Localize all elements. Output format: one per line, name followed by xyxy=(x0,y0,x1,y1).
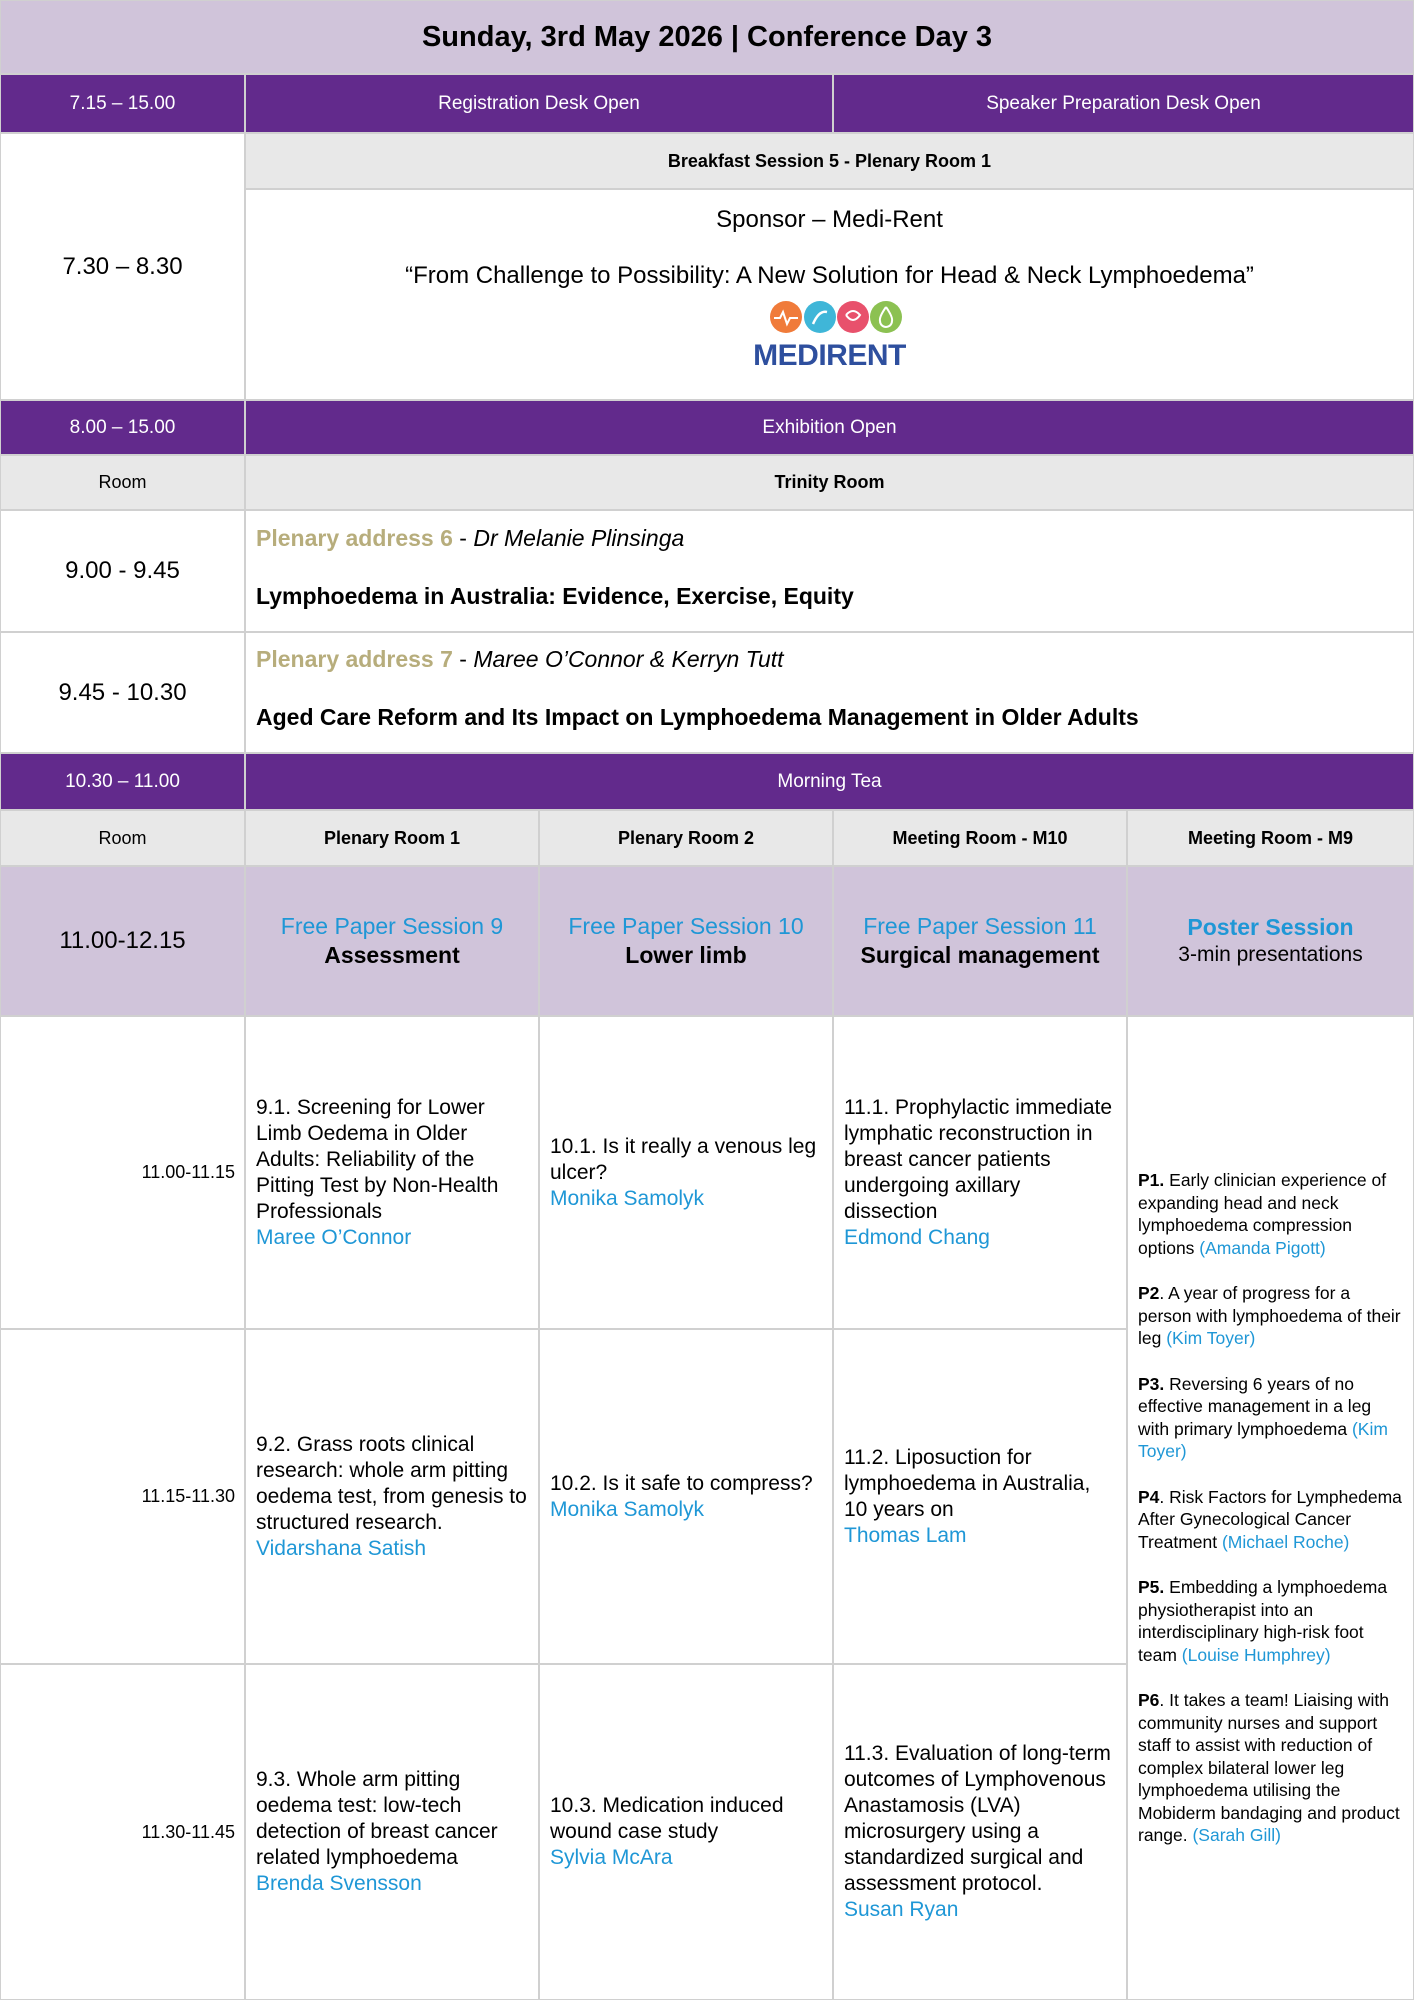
talk-speaker: Monika Samolyk xyxy=(550,1497,705,1521)
talk-9-2 xyxy=(245,1329,539,1664)
session-name: Poster Session xyxy=(1187,914,1354,940)
breakfast-session-body xyxy=(245,189,1414,400)
poster-title: Reversing 6 years of no effective management in a leg with primary lymphoedema xyxy=(1138,1373,1372,1439)
slot-time: 11.00-11.15 xyxy=(0,1016,245,1329)
time-cell: 7.15 – 15.00 xyxy=(0,74,245,133)
free-paper-session-10 xyxy=(539,866,833,1016)
medi-rent-logo xyxy=(745,300,915,371)
talk-speaker: Monika Samolyk xyxy=(550,1186,705,1210)
talk-title: 9.2. Grass roots clinical research: whole arm pitting oedema test, from genesis to structured research. xyxy=(256,1432,527,1534)
talk-9-3 xyxy=(245,1664,539,2000)
logo-circles-icon xyxy=(745,300,915,334)
poster-title: . Risk Factors for Lymphedema After Gynecological Cancer Treatment xyxy=(1138,1486,1402,1552)
morning-tea-cell: Morning Tea xyxy=(245,753,1414,810)
talk-title: 10.2. Is it safe to compress? xyxy=(550,1471,813,1495)
poster-author: (Michael Roche) xyxy=(1221,1531,1350,1552)
separator: - xyxy=(452,646,474,672)
talk-speaker: Edmond Chang xyxy=(844,1225,990,1249)
talk-9-1 xyxy=(245,1016,539,1329)
talk-speaker: Maree O’Connor xyxy=(256,1225,412,1249)
talk-speaker: Thomas Lam xyxy=(844,1523,967,1547)
poster-code: P6 xyxy=(1138,1690,1160,1711)
plenary-label: Plenary address 7 xyxy=(256,646,453,672)
page-title: Sunday, 3rd May 2026 | Conference Day 3 xyxy=(0,0,1414,74)
time-cell: 8.00 – 15.00 xyxy=(0,400,245,455)
plenary-address-7 xyxy=(245,632,1414,753)
poster-title: . It takes a team! Liaising with community nurses and support staff to assist with reduction of complex bilateral lower leg lymphoedema utilising the Mobiderm bandaging and product range. xyxy=(1138,1690,1400,1846)
time-cell: 9.00 - 9.45 xyxy=(0,510,245,632)
talk-speaker: Vidarshana Satish xyxy=(256,1536,427,1560)
talk-title: 10.1. Is it really a venous leg ulcer? xyxy=(550,1134,817,1184)
poster-code: P5. xyxy=(1138,1577,1165,1598)
separator: - xyxy=(452,525,474,551)
free-paper-session-11 xyxy=(833,866,1127,1016)
room-name: Meeting Room - M10 xyxy=(833,810,1127,866)
poster-item xyxy=(1138,1282,1403,1350)
room-name: Plenary Room 1 xyxy=(245,810,539,866)
plenary-label: Plenary address 6 xyxy=(256,525,453,551)
breakfast-session-header: Breakfast Session 5 - Plenary Room 1 xyxy=(245,133,1414,189)
poster-author: (Sarah Gill) xyxy=(1192,1825,1281,1846)
speaker-name: Dr Melanie Plinsinga xyxy=(473,525,685,551)
logo-text: RENT xyxy=(826,339,906,372)
exhibition-cell: Exhibition Open xyxy=(245,400,1414,455)
breakfast-talk-title: “From Challenge to Possibility: A New Solution for Head & Neck Lymphoedema” xyxy=(405,262,1254,289)
poster-item xyxy=(1138,1689,1403,1847)
room-label: Room xyxy=(0,810,245,866)
poster-item xyxy=(1138,1373,1403,1463)
session-name: Free Paper Session 11 xyxy=(863,913,1097,939)
speaker-desk-cell: Speaker Preparation Desk Open xyxy=(833,74,1414,133)
talk-title: 10.3. Medication induced wound case study xyxy=(550,1794,784,1843)
sponsor-line: Sponsor – Medi-Rent xyxy=(716,206,943,233)
time-cell: 10.30 – 11.00 xyxy=(0,753,245,810)
talk-11-2 xyxy=(833,1329,1127,1664)
plenary-title: Aged Care Reform and Its Impact on Lymphoedema Management in Older Adults xyxy=(256,704,1139,730)
plenary-address-6 xyxy=(245,510,1414,632)
session-name: Free Paper Session 9 xyxy=(280,913,504,939)
talk-title: 9.1. Screening for Lower Limb Oedema in Older Adults: Reliability of the Pitting Test by Non-Health Professionals xyxy=(256,1095,499,1223)
room-name: Meeting Room - M9 xyxy=(1127,810,1414,866)
talk-title: 9.3. Whole arm pitting oedema test: low-tech detection of breast cancer related lymphoedema xyxy=(256,1768,498,1869)
room-name: Plenary Room 2 xyxy=(539,810,833,866)
talk-title: 11.1. Prophylactic immediate lymphatic reconstruction in breast cancer patients undergoing axillary dissection xyxy=(844,1095,1113,1223)
registration-desk-cell: Registration Desk Open xyxy=(245,74,833,133)
poster-title: Embedding a lymphoedema physiotherapist into an interdisciplinary high-risk foot team xyxy=(1138,1577,1388,1665)
session-topic: Lower limb xyxy=(625,942,747,968)
talk-10-2 xyxy=(539,1329,833,1664)
time-cell: 7.30 – 8.30 xyxy=(0,133,245,400)
poster-author: (Kim Toyer) xyxy=(1138,1418,1388,1462)
talk-10-3 xyxy=(539,1664,833,2000)
poster-code: P2 xyxy=(1138,1283,1160,1304)
poster-session xyxy=(1127,866,1414,1016)
poster-code: P1. xyxy=(1138,1170,1165,1191)
session-name: Free Paper Session 10 xyxy=(568,913,804,939)
plenary-title: Lymphoedema in Australia: Evidence, Exercise, Equity xyxy=(256,583,854,609)
poster-item xyxy=(1138,1169,1403,1259)
poster-title: . A year of progress for a person with lymphoedema of their leg xyxy=(1138,1283,1401,1349)
talk-speaker: Susan Ryan xyxy=(844,1898,959,1921)
poster-author: (Louise Humphrey) xyxy=(1181,1644,1331,1665)
free-paper-session-9 xyxy=(245,866,539,1016)
talk-11-1 xyxy=(833,1016,1127,1329)
talk-title: 11.2. Liposuction for lymphoedema in Australia, 10 years on xyxy=(844,1445,1091,1521)
room-name: Trinity Room xyxy=(245,455,1414,510)
slot-time: 11.15-11.30 xyxy=(0,1329,245,1664)
time-cell: 9.45 - 10.30 xyxy=(0,632,245,753)
poster-author: (Amanda Pigott) xyxy=(1199,1237,1326,1258)
talk-title: 11.3. Evaluation of long-term outcomes of Lymphovenous Anastamosis (LVA) microsurgery using a standardized surgical and assessment protocol. xyxy=(844,1742,1111,1895)
poster-code: P3. xyxy=(1138,1373,1165,1394)
talk-11-3 xyxy=(833,1664,1127,2000)
slot-time: 11.30-11.45 xyxy=(0,1664,245,2000)
poster-item xyxy=(1138,1486,1403,1554)
poster-code: P4 xyxy=(1138,1486,1160,1507)
poster-author: (Kim Toyer) xyxy=(1166,1328,1256,1349)
poster-title: Early clinician experience of expanding head and neck lymphoedema compression options xyxy=(1138,1170,1387,1258)
poster-list xyxy=(1127,1016,1414,2000)
session-topic: 3-min presentations xyxy=(1178,943,1363,966)
room-label: Room xyxy=(0,455,245,510)
poster-item xyxy=(1138,1576,1403,1666)
session-topic: Assessment xyxy=(324,942,460,968)
logo-text: MEDI xyxy=(753,339,827,372)
talk-speaker: Sylvia McAra xyxy=(550,1846,673,1869)
session-topic: Surgical management xyxy=(860,942,1100,968)
speaker-name: Maree O’Connor & Kerryn Tutt xyxy=(473,646,784,672)
time-cell: 11.00-12.15 xyxy=(0,866,245,1016)
talk-10-1 xyxy=(539,1016,833,1329)
talk-speaker: Brenda Svensson xyxy=(256,1872,422,1895)
